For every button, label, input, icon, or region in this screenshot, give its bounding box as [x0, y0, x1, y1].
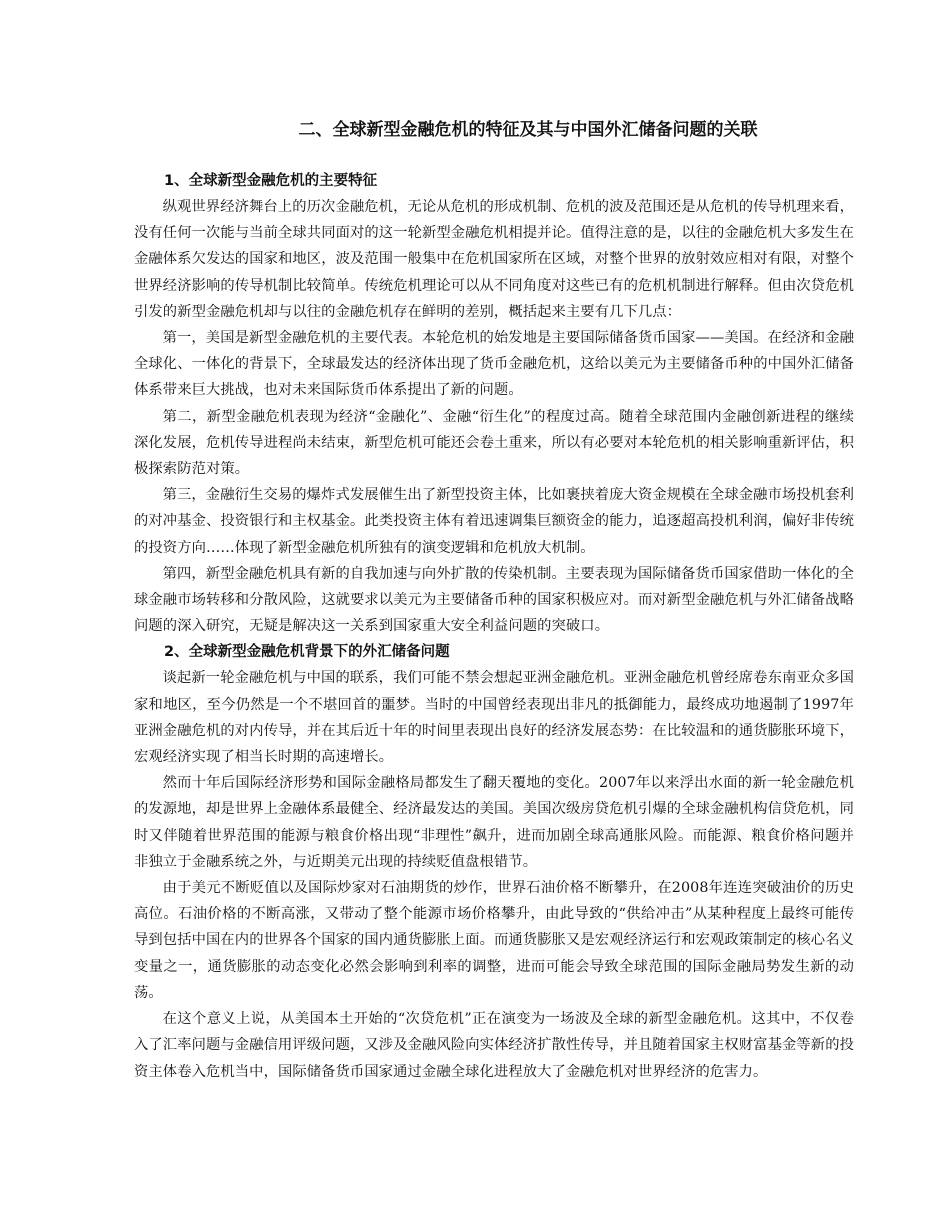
section-heading: 1、全球新型金融危机的主要特征: [164, 173, 378, 189]
document-title: 二、全球新型金融危机的特征及其与中国外汇储备问题的关联: [298, 120, 758, 140]
paragraph: 第四，新型金融危机具有新的自我加速与向外扩散的传染机制。主要表现为国际储备货币国家借助一体化的全球金融市场转移和分散风险，这就要求以美元为主要储备币种的国家积极应对。而对新型金融危机与外汇储备战略问题的深入研究，无疑是解决这一关系到国家重大安全利益问题的突破口。: [134, 565, 854, 635]
section-1: [134, 168, 854, 639]
paragraph: 第二，新型金融危机表现为经济“金融化”、金融“衍生化”的程度过高。随着全球范围内金融创新进程的继续深化发展，危机传导进程尚未结束，新型危机可能还会卷土重来，所以有必要对本轮危机的相关影响重新评估，积极探索防范对策。: [134, 408, 854, 478]
paragraph: 第三，金融衍生交易的爆炸式发展催生出了新型投资主体，比如裹挟着庞大资金规模在全球金融市场投机套利的对冲基金、投资银行和主权基金。此类投资主体有着迅速调集巨额资金的能力，追逐超高投机利润，偏好非传统的投资方向……体现了新型金融危机所独有的演变逻辑和危机放大机制。: [134, 487, 854, 556]
paragraph: 第一，美国是新型金融危机的主要代表。本轮危机的始发地是主要国际储备货币国家——美国。在经济和金融全球化、一体化的背景下，全球最发达的经济体出现了货币金融危机，这给以美元为主要储备币种的中国外汇储备体系带来巨大挑战，也对未来国际货币体系提出了新的问题。: [134, 330, 854, 399]
section-2: [134, 639, 854, 1084]
document-body: [134, 168, 854, 1085]
paragraph: 由于美元不断贬值以及国际炒家对石油期货的炒作，世界石油价格不断攀升，在2008年连连突破油价的历史高位。石油价格的不断高涨，又带动了整个能源市场价格攀升，由此导致的“供给冲击”从某种程度上最终可能传导到包括中国在内的世界各个国家的国内通货膨胀上面。而通货膨胀又是宏观经济运行和宏观政策制定的核心名义变量之一，通货膨胀的动态变化必然会影响到利率的调整，进而可能会导致全球范围的国际金融局势发生新的动荡。: [134, 880, 854, 1001]
paragraph: 纵观世界经济舞台上的历次金融危机，无论从危机的形成机制、危机的波及范围还是从危机的传导机理来看，没有任何一次能与当前全球共同面对的这一轮新型金融危机相提并论。值得注意的是，以往的金融危机大多发生在金融体系欠发达的国家和地区，波及范围一般集中在危机国家所在区域，对整个世界的放射效应相对有限，对整个世界经济影响的传导机制比较简单。传统危机理论可以从不同角度对这些已有的危机机制进行解释。但由次贷危机引发的新型金融危机却与以往的金融危机存在鲜明的差别，概括起来主要有几下几点：: [134, 199, 854, 320]
paragraph: 谈起新一轮金融危机与中国的联系，我们可能不禁会想起亚洲金融危机。亚洲金融危机曾经席卷东南亚众多国家和地区，至今仍然是一个不堪回首的噩梦。当时的中国曾经表现出非凡的抵御能力，最终成功地遏制了1997年亚洲金融危机的对内传导，并在其后近十年的时间里表现出良好的经济发展态势：在比较温和的通货膨胀环境下，宏观经济实现了相当长时期的高速增长。: [134, 670, 854, 766]
paragraph: 然而十年后国际经济形势和国际金融格局都发生了翻天覆地的变化。2007年以来浮出水面的新一轮金融危机的发源地，却是世界上金融体系最健全、经济最发达的美国。美国次级房贷危机引爆的全球金融机构信贷危机，同时又伴随着世界范围的能源与粮食价格出现“非理性”飙升，进而加剧全球高通胀风险。而能源、粮食价格问题并非独立于金融系统之外，与近期美元出现的持续贬值盘根错节。: [134, 775, 854, 870]
section-heading: 2、全球新型金融危机背景下的外汇储备问题: [164, 644, 450, 661]
paragraph: 在这个意义上说，从美国本土开始的“次贷危机”正在演变为一场波及全球的新型金融危机。这其中，不仅卷入了汇率问题与金融信用评级问题，又涉及金融风险向实体经济扩散性传导，并且随着国家主权财富基金等新的投资主体卷入危机当中，国际储备货币国家通过金融全球化进程放大了金融危机对世界经济的危害力。: [134, 1011, 854, 1080]
